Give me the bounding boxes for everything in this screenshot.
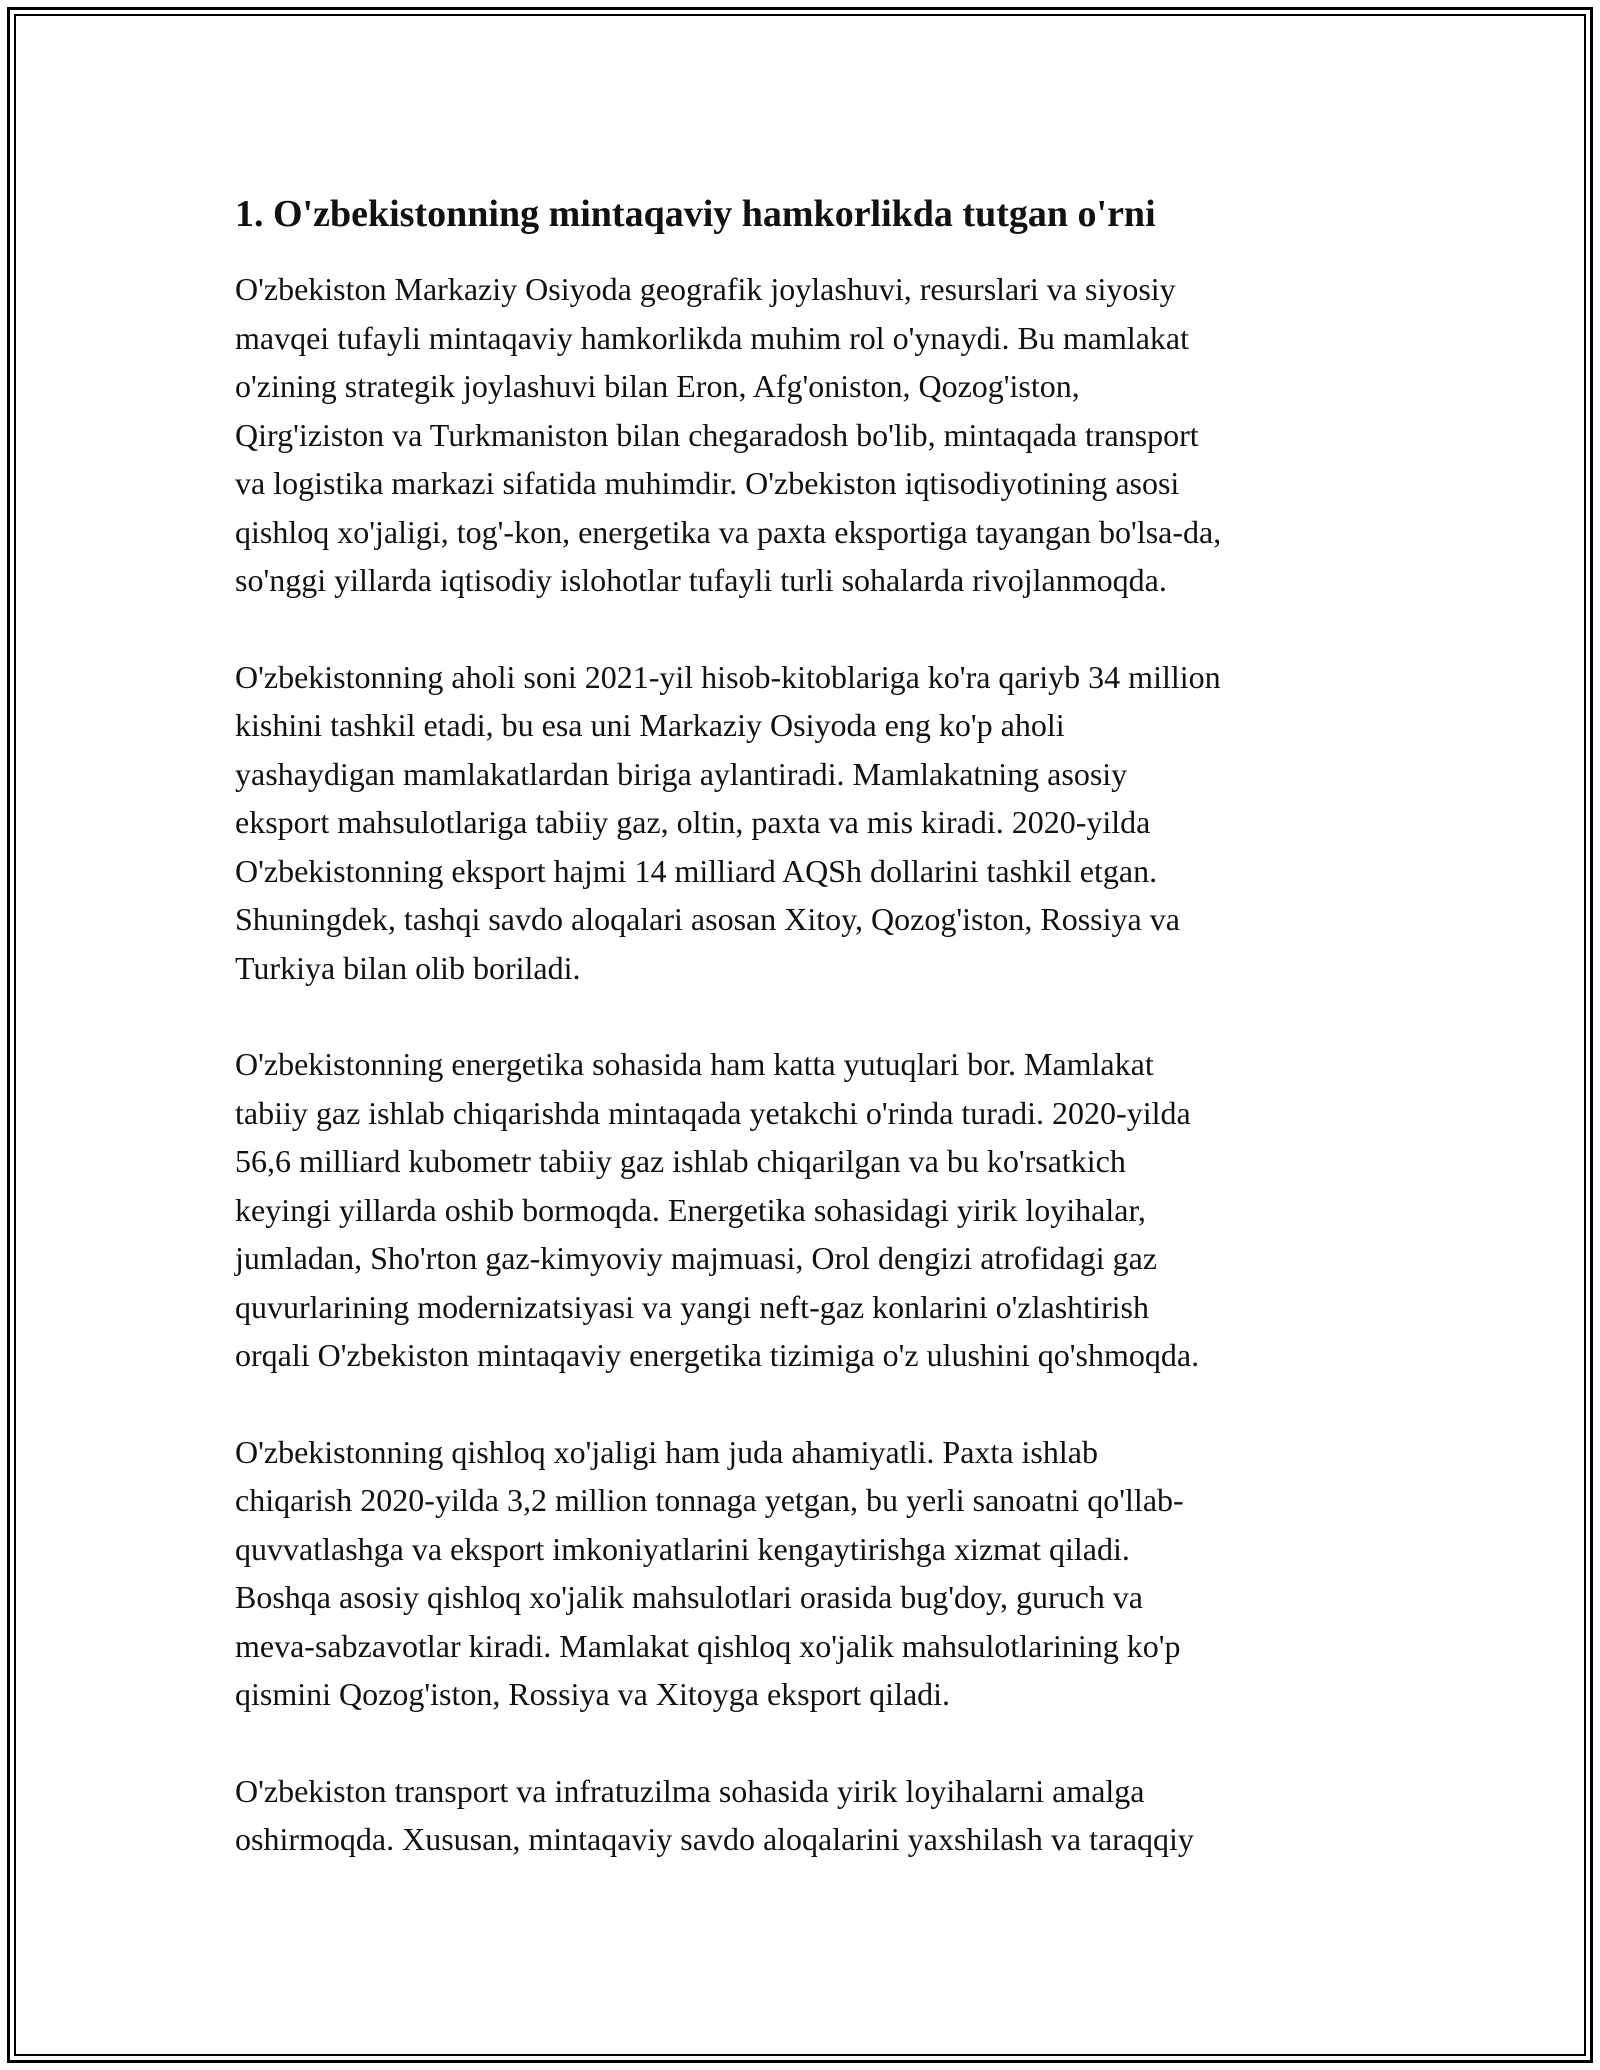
paragraph-line: tabiiy gaz ishlab chiqarishda mintaqada yetakchi o'rinda turadi. 2020-yilda: [235, 1094, 1191, 1131]
paragraph-line: O'zbekistonning energetika sohasida ham katta yutuqlari bor. Mamlakat: [235, 1046, 1154, 1082]
paragraph-list: [235, 265, 1385, 1864]
paragraph-line: O'zbekiston Markaziy Osiyoda geografik joylashuvi, resurslari va siyosiy: [235, 271, 1176, 307]
paragraph-line: chiqarish 2020-yilda 3,2 million tonnaga yetgan, bu yerli sanoatni qo'llab-: [235, 1482, 1184, 1518]
paragraph-line: keyingi yillarda oshib bormoqda. Energetika sohasidagi yirik loyihalar,: [235, 1191, 1146, 1228]
paragraph-line: yashaydigan mamlakatlardan biriga aylantiradi. Mamlakatning asosiy: [235, 755, 1128, 792]
paragraph: [235, 1767, 1385, 1864]
paragraph-line: quvvatlashga va eksport imkoniyatlarini kengaytirishga xizmat qiladi.: [235, 1530, 1130, 1567]
paragraph-line: O'zbekiston transport va infratuzilma sohasida yirik loyihalarni amalga: [235, 1772, 1145, 1809]
paragraph-line: va logistika markazi sifatida muhimdir. O'zbekiston iqtisodiyotining asosi: [235, 465, 1180, 501]
paragraph-line: Qirg'iziston va Turkmaniston bilan chegaradosh bo'lib, mintaqada transport: [235, 416, 1199, 453]
paragraph: [235, 265, 1385, 605]
paragraph-line: Boshqa asosiy qishloq xo'jalik mahsulotlari orasida bug'doy, guruch va: [235, 1579, 1143, 1615]
paragraph-line: 56,6 milliard kubometr tabiiy gaz ishlab chiqarilgan va bu ko'rsatkich: [235, 1143, 1126, 1179]
paragraph: [235, 653, 1385, 993]
paragraph-line: qishloq xo'jaligi, tog'-kon, energetika va paxta eksportiga tayangan bo'lsa-da,: [235, 513, 1222, 550]
paragraph-line: O'zbekistonning eksport hajmi 14 milliard AQSh dollarini tashkil etgan.: [235, 852, 1158, 889]
paragraph-line: eksport mahsulotlariga tabiiy gaz, oltin, paxta va mis kiradi. 2020-yilda: [235, 804, 1151, 840]
paragraph-line: meva-sabzavotlar kiradi. Mamlakat qishloq xo'jalik mahsulotlarining ko'p: [235, 1627, 1181, 1664]
paragraph-line: Shuningdek, tashqi savdo aloqalari asosan Xitoy, Qozog'iston, Rossiya va: [235, 901, 1180, 937]
paragraph: [235, 1428, 1385, 1719]
paragraph-line: O'zbekistonning aholi soni 2021-yil hisob-kitoblariga ko'ra qariyb 34 million: [235, 658, 1221, 695]
paragraph-line: kishini tashkil etadi, bu esa uni Markaziy Osiyoda eng ko'p aholi: [235, 707, 1065, 743]
paragraph-line: quvurlarining modernizatsiyasi va yangi neft-gaz konlarini o'zlashtirish: [235, 1288, 1149, 1325]
paragraph-line: jumladan, Sho'rton gaz-kimyoviy majmuasi, Orol dengizi atrofidagi gaz: [235, 1240, 1157, 1276]
document-body: [235, 183, 1385, 1912]
paragraph-line: mavqei tufayli mintaqaviy hamkorlikda muhim rol o'ynaydi. Bu mamlakat: [235, 319, 1190, 356]
paragraph-line: qismini Qozog'iston, Rossiya va Xitoyga eksport qiladi.: [235, 1676, 951, 1712]
paragraph-line: o'zining strategik joylashuvi bilan Eron, Afg'oniston, Qozog'iston,: [235, 368, 1080, 404]
paragraph-line: orqali O'zbekiston mintaqaviy energetika tizimiga o'z ulushini qo'shmoqda.: [235, 1337, 1200, 1373]
paragraph-line: oshirmoqda. Xususan, mintaqaviy savdo aloqalarini yaxshilash va taraqqiy: [235, 1821, 1194, 1857]
paragraph-line: O'zbekistonning qishloq xo'jaligi ham juda ahamiyatli. Paxta ishlab: [235, 1433, 1098, 1470]
section-heading: 1. O'zbekistonning mintaqaviy hamkorlikda tutgan o'rni: [235, 193, 1156, 235]
paragraph: [235, 1040, 1385, 1380]
paragraph-line: Turkiya bilan olib boriladi.: [235, 949, 581, 986]
paragraph-line: so'nggi yillarda iqtisodiy islohotlar tufayli turli sohalarda rivojlanmoqda.: [235, 562, 1167, 598]
